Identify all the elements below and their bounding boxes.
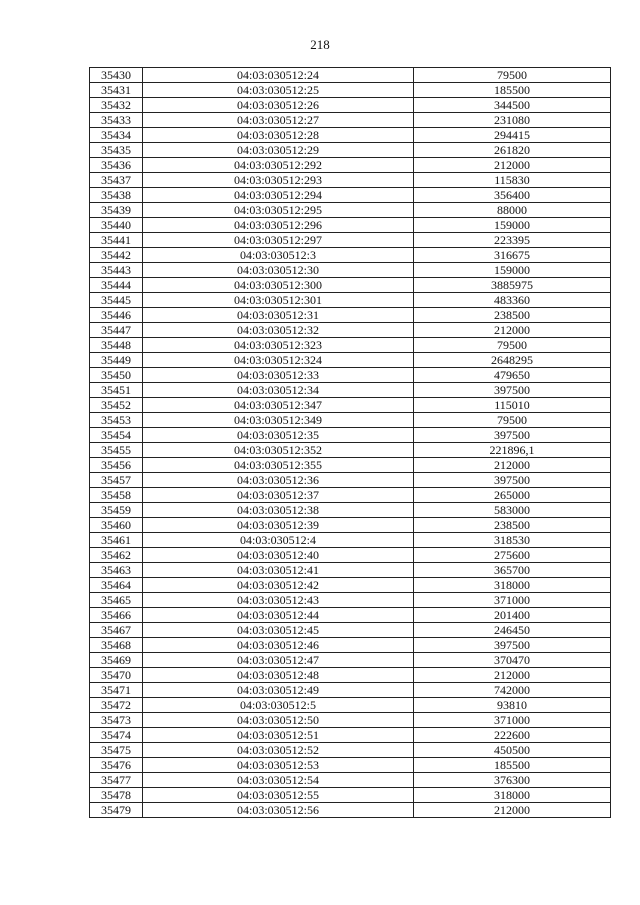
value-cell: 397500 — [414, 638, 611, 653]
table-row — [90, 668, 611, 683]
table-row — [90, 608, 611, 623]
row-number-cell: 35447 — [90, 323, 143, 338]
table-row — [90, 713, 611, 728]
cadastral-number-cell: 04:03:030512:31 — [143, 308, 414, 323]
value-cell: 344500 — [414, 98, 611, 113]
table-row — [90, 368, 611, 383]
row-number-cell: 35445 — [90, 293, 143, 308]
row-number-cell: 35433 — [90, 113, 143, 128]
value-cell: 212000 — [414, 158, 611, 173]
cadastral-number-cell: 04:03:030512:51 — [143, 728, 414, 743]
row-number-cell: 35440 — [90, 218, 143, 233]
cadastral-number-cell: 04:03:030512:29 — [143, 143, 414, 158]
row-number-cell: 35453 — [90, 413, 143, 428]
value-cell: 79500 — [414, 413, 611, 428]
value-cell: 159000 — [414, 263, 611, 278]
table-row — [90, 263, 611, 278]
cadastral-number-cell: 04:03:030512:3 — [143, 248, 414, 263]
cadastral-number-cell: 04:03:030512:296 — [143, 218, 414, 233]
cadastral-number-cell: 04:03:030512:47 — [143, 653, 414, 668]
table-row — [90, 398, 611, 413]
value-cell: 246450 — [414, 623, 611, 638]
row-number-cell: 35444 — [90, 278, 143, 293]
cadastral-number-cell: 04:03:030512:25 — [143, 83, 414, 98]
value-cell: 583000 — [414, 503, 611, 518]
value-cell: 185500 — [414, 758, 611, 773]
table-body — [90, 68, 611, 818]
table-row — [90, 488, 611, 503]
cadastral-number-cell: 04:03:030512:38 — [143, 503, 414, 518]
table-row — [90, 68, 611, 83]
cadastral-number-cell: 04:03:030512:52 — [143, 743, 414, 758]
value-cell: 115010 — [414, 398, 611, 413]
cadastral-number-cell: 04:03:030512:30 — [143, 263, 414, 278]
cadastral-number-cell: 04:03:030512:324 — [143, 353, 414, 368]
value-cell: 294415 — [414, 128, 611, 143]
row-number-cell: 35458 — [90, 488, 143, 503]
row-number-cell: 35436 — [90, 158, 143, 173]
value-cell: 212000 — [414, 458, 611, 473]
table-row — [90, 428, 611, 443]
row-number-cell: 35446 — [90, 308, 143, 323]
cadastral-number-cell: 04:03:030512:46 — [143, 638, 414, 653]
table-row — [90, 728, 611, 743]
row-number-cell: 35439 — [90, 203, 143, 218]
value-cell: 3885975 — [414, 278, 611, 293]
cadastral-number-cell: 04:03:030512:295 — [143, 203, 414, 218]
row-number-cell: 35454 — [90, 428, 143, 443]
table-row — [90, 803, 611, 818]
row-number-cell: 35465 — [90, 593, 143, 608]
table-row — [90, 683, 611, 698]
cadastral-number-cell: 04:03:030512:53 — [143, 758, 414, 773]
row-number-cell: 35472 — [90, 698, 143, 713]
row-number-cell: 35463 — [90, 563, 143, 578]
value-cell: 115830 — [414, 173, 611, 188]
table-row — [90, 143, 611, 158]
table-row — [90, 353, 611, 368]
table-row — [90, 293, 611, 308]
table-row — [90, 548, 611, 563]
table-row — [90, 578, 611, 593]
cadastral-number-cell: 04:03:030512:32 — [143, 323, 414, 338]
row-number-cell: 35475 — [90, 743, 143, 758]
cadastral-number-cell: 04:03:030512:43 — [143, 593, 414, 608]
table-row — [90, 443, 611, 458]
table-row — [90, 83, 611, 98]
cadastral-number-cell: 04:03:030512:48 — [143, 668, 414, 683]
table-row — [90, 458, 611, 473]
table-row — [90, 323, 611, 338]
table-row — [90, 413, 611, 428]
row-number-cell: 35461 — [90, 533, 143, 548]
value-cell: 79500 — [414, 338, 611, 353]
cadastral-number-cell: 04:03:030512:293 — [143, 173, 414, 188]
value-cell: 261820 — [414, 143, 611, 158]
table-row — [90, 533, 611, 548]
cadastral-number-cell: 04:03:030512:28 — [143, 128, 414, 143]
row-number-cell: 35467 — [90, 623, 143, 638]
value-cell: 318530 — [414, 533, 611, 548]
cadastral-number-cell: 04:03:030512:4 — [143, 533, 414, 548]
row-number-cell: 35468 — [90, 638, 143, 653]
table-row — [90, 98, 611, 113]
value-cell: 365700 — [414, 563, 611, 578]
cadastral-number-cell: 04:03:030512:300 — [143, 278, 414, 293]
row-number-cell: 35462 — [90, 548, 143, 563]
value-cell: 93810 — [414, 698, 611, 713]
cadastral-number-cell: 04:03:030512:352 — [143, 443, 414, 458]
row-number-cell: 35432 — [90, 98, 143, 113]
table-row — [90, 128, 611, 143]
table-row — [90, 788, 611, 803]
cadastral-number-cell: 04:03:030512:54 — [143, 773, 414, 788]
cadastral-number-cell: 04:03:030512:355 — [143, 458, 414, 473]
value-cell: 318000 — [414, 788, 611, 803]
row-number-cell: 35442 — [90, 248, 143, 263]
table-row — [90, 638, 611, 653]
value-cell: 450500 — [414, 743, 611, 758]
value-cell: 2648295 — [414, 353, 611, 368]
table-row — [90, 278, 611, 293]
value-cell: 79500 — [414, 68, 611, 83]
cadastral-number-cell: 04:03:030512:292 — [143, 158, 414, 173]
cadastral-number-cell: 04:03:030512:39 — [143, 518, 414, 533]
value-cell: 397500 — [414, 383, 611, 398]
cadastral-number-cell: 04:03:030512:323 — [143, 338, 414, 353]
cadastral-number-cell: 04:03:030512:5 — [143, 698, 414, 713]
table-row — [90, 503, 611, 518]
value-cell: 231080 — [414, 113, 611, 128]
row-number-cell: 35431 — [90, 83, 143, 98]
cadastral-number-cell: 04:03:030512:45 — [143, 623, 414, 638]
row-number-cell: 35438 — [90, 188, 143, 203]
cadastral-number-cell: 04:03:030512:37 — [143, 488, 414, 503]
row-number-cell: 35449 — [90, 353, 143, 368]
table-row — [90, 248, 611, 263]
row-number-cell: 35476 — [90, 758, 143, 773]
row-number-cell: 35471 — [90, 683, 143, 698]
value-cell: 238500 — [414, 308, 611, 323]
cadastral-number-cell: 04:03:030512:49 — [143, 683, 414, 698]
value-cell: 185500 — [414, 83, 611, 98]
row-number-cell: 35460 — [90, 518, 143, 533]
table-row — [90, 218, 611, 233]
table-row — [90, 158, 611, 173]
row-number-cell: 35434 — [90, 128, 143, 143]
table-row — [90, 653, 611, 668]
table-row — [90, 593, 611, 608]
row-number-cell: 35469 — [90, 653, 143, 668]
row-number-cell: 35430 — [90, 68, 143, 83]
value-cell: 397500 — [414, 428, 611, 443]
value-cell: 397500 — [414, 473, 611, 488]
table-row — [90, 623, 611, 638]
value-cell: 265000 — [414, 488, 611, 503]
cadastral-number-cell: 04:03:030512:35 — [143, 428, 414, 443]
row-number-cell: 35457 — [90, 473, 143, 488]
value-cell: 221896,1 — [414, 443, 611, 458]
cadastral-number-cell: 04:03:030512:44 — [143, 608, 414, 623]
value-cell: 483360 — [414, 293, 611, 308]
cadastral-number-cell: 04:03:030512:40 — [143, 548, 414, 563]
row-number-cell: 35441 — [90, 233, 143, 248]
table-row — [90, 338, 611, 353]
value-cell: 318000 — [414, 578, 611, 593]
table-row — [90, 473, 611, 488]
value-cell: 376300 — [414, 773, 611, 788]
cadastral-number-cell: 04:03:030512:41 — [143, 563, 414, 578]
row-number-cell: 35478 — [90, 788, 143, 803]
row-number-cell: 35450 — [90, 368, 143, 383]
value-cell: 201400 — [414, 608, 611, 623]
row-number-cell: 35470 — [90, 668, 143, 683]
cadastral-value-table — [89, 67, 611, 818]
cadastral-number-cell: 04:03:030512:42 — [143, 578, 414, 593]
table-row — [90, 308, 611, 323]
table-row — [90, 518, 611, 533]
table-row — [90, 233, 611, 248]
value-cell: 275600 — [414, 548, 611, 563]
table-row — [90, 173, 611, 188]
value-cell: 479650 — [414, 368, 611, 383]
row-number-cell: 35437 — [90, 173, 143, 188]
value-cell: 370470 — [414, 653, 611, 668]
row-number-cell: 35473 — [90, 713, 143, 728]
page-number: 218 — [310, 37, 330, 52]
row-number-cell: 35477 — [90, 773, 143, 788]
table-row — [90, 383, 611, 398]
table-row — [90, 773, 611, 788]
row-number-cell: 35435 — [90, 143, 143, 158]
value-cell: 742000 — [414, 683, 611, 698]
row-number-cell: 35452 — [90, 398, 143, 413]
row-number-cell: 35474 — [90, 728, 143, 743]
table-row — [90, 563, 611, 578]
table-row — [90, 203, 611, 218]
row-number-cell: 35459 — [90, 503, 143, 518]
cadastral-number-cell: 04:03:030512:301 — [143, 293, 414, 308]
cadastral-number-cell: 04:03:030512:297 — [143, 233, 414, 248]
value-cell: 238500 — [414, 518, 611, 533]
cadastral-number-cell: 04:03:030512:33 — [143, 368, 414, 383]
row-number-cell: 35479 — [90, 803, 143, 818]
cadastral-number-cell: 04:03:030512:55 — [143, 788, 414, 803]
cadastral-number-cell: 04:03:030512:347 — [143, 398, 414, 413]
cadastral-number-cell: 04:03:030512:24 — [143, 68, 414, 83]
table-row — [90, 698, 611, 713]
value-cell: 316675 — [414, 248, 611, 263]
table-row — [90, 113, 611, 128]
row-number-cell: 35451 — [90, 383, 143, 398]
row-number-cell: 35466 — [90, 608, 143, 623]
cadastral-number-cell: 04:03:030512:50 — [143, 713, 414, 728]
value-cell: 212000 — [414, 323, 611, 338]
table-row — [90, 743, 611, 758]
row-number-cell: 35448 — [90, 338, 143, 353]
table-row — [90, 188, 611, 203]
cadastral-number-cell: 04:03:030512:26 — [143, 98, 414, 113]
row-number-cell: 35455 — [90, 443, 143, 458]
row-number-cell: 35464 — [90, 578, 143, 593]
cadastral-number-cell: 04:03:030512:27 — [143, 113, 414, 128]
value-cell: 159000 — [414, 218, 611, 233]
value-cell: 356400 — [414, 188, 611, 203]
value-cell: 371000 — [414, 593, 611, 608]
value-cell: 371000 — [414, 713, 611, 728]
cadastral-number-cell: 04:03:030512:34 — [143, 383, 414, 398]
cadastral-number-cell: 04:03:030512:36 — [143, 473, 414, 488]
row-number-cell: 35443 — [90, 263, 143, 278]
cadastral-number-cell: 04:03:030512:56 — [143, 803, 414, 818]
value-cell: 212000 — [414, 668, 611, 683]
value-cell: 223395 — [414, 233, 611, 248]
value-cell: 222600 — [414, 728, 611, 743]
cadastral-number-cell: 04:03:030512:294 — [143, 188, 414, 203]
value-cell: 212000 — [414, 803, 611, 818]
value-cell: 88000 — [414, 203, 611, 218]
row-number-cell: 35456 — [90, 458, 143, 473]
cadastral-number-cell: 04:03:030512:349 — [143, 413, 414, 428]
table-row — [90, 758, 611, 773]
